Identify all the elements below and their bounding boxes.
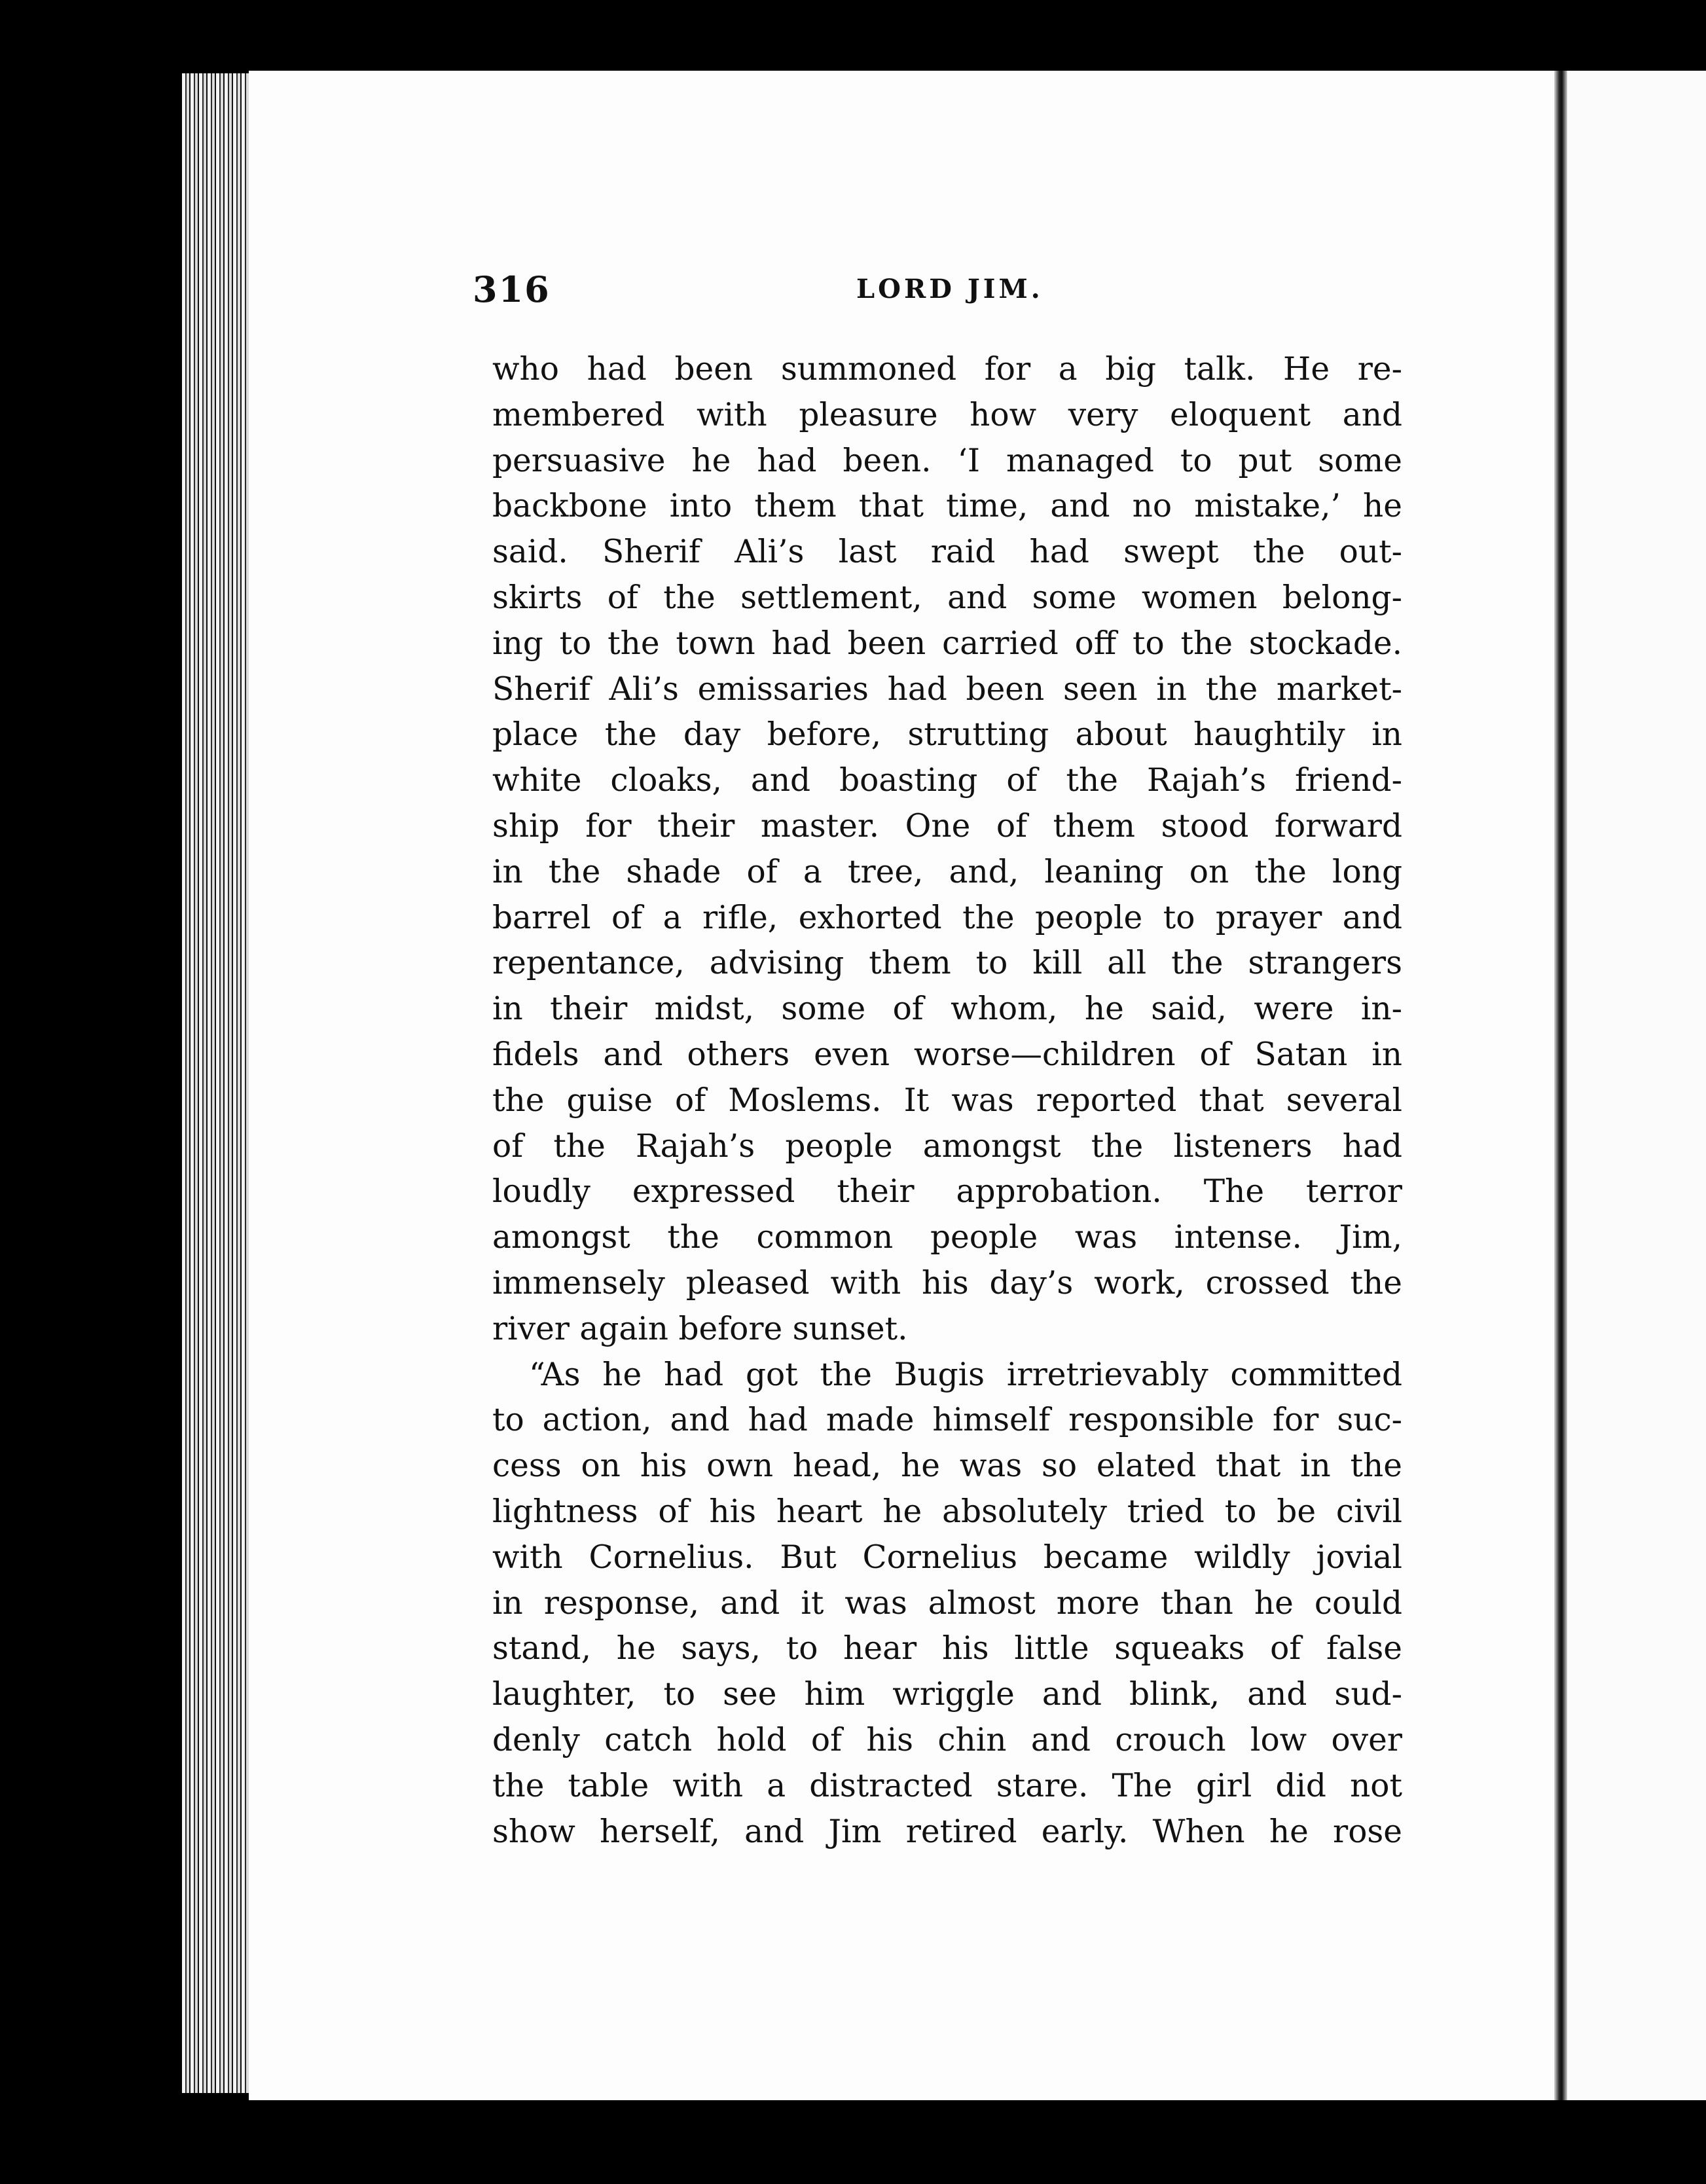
text-line: loudly expressed their approbation. The terror: [492, 1173, 1402, 1210]
running-head: LORD JIM.: [856, 274, 1044, 304]
text-line: immensely pleased with his day’s work, crossed the: [492, 1264, 1402, 1301]
text-line: ship for their master. One of them stood forward: [492, 807, 1402, 845]
gutter: [1554, 71, 1567, 2100]
text-line: of the Rajah’s people amongst the listeners had: [492, 1127, 1402, 1165]
text-line: “As he had got the Bugis irretrievably committed: [529, 1356, 1402, 1393]
text-line: river again before sunset.: [492, 1310, 908, 1347]
text-line: in their midst, some of whom, he said, were in-: [492, 991, 1402, 1028]
text-line: backbone into them that time, and no mistake,’ he: [492, 488, 1402, 525]
text-line: denly catch hold of his chin and crouch low over: [492, 1721, 1402, 1758]
text-line: who had been summoned for a big talk. He re-: [492, 351, 1402, 388]
text-line: show herself, and Jim retired early. When he rose: [492, 1813, 1402, 1850]
text-line: white cloaks, and boasting of the Rajah’s friend-: [492, 762, 1402, 799]
text-line: membered with pleasure how very eloquent and: [492, 396, 1402, 433]
text-line: in response, and it was almost more than he could: [492, 1584, 1402, 1622]
text-line: lightness of his heart he absolutely tried to be civil: [492, 1493, 1402, 1530]
text-line: said. Sherif Ali’s last raid had swept the out-: [492, 534, 1402, 571]
text-line: cess on his own head, he was so elated that in the: [492, 1447, 1402, 1485]
text-line: with Cornelius. But Cornelius became wildly jovial: [492, 1538, 1402, 1576]
text-line: persuasive he had been. ‘I managed to put some: [492, 442, 1402, 479]
facing-page-edge: [1567, 71, 1706, 2100]
text-line: repentance, advising them to kill all the strangers: [492, 945, 1402, 982]
text-line: amongst the common people was intense. Jim,: [492, 1219, 1402, 1256]
page-number: 316: [473, 268, 551, 310]
text-line: barrel of a rifle, exhorted the people to prayer and: [492, 899, 1402, 936]
text-line: Sherif Ali’s emissaries had been seen in the market-: [492, 670, 1402, 708]
text-line: stand, he says, to hear his little squeaks of false: [492, 1630, 1402, 1667]
text-line: to action, and had made himself responsible for suc-: [492, 1402, 1402, 1439]
text-line: fidels and others even worse—children of Satan in: [492, 1036, 1402, 1073]
text-line: the table with a distracted stare. The girl did not: [492, 1767, 1402, 1804]
text-line: in the shade of a tree, and, leaning on the long: [492, 853, 1402, 890]
page-header: [473, 268, 1409, 314]
text-line: laughter, to see him wriggle and blink, and sud-: [492, 1676, 1402, 1713]
text-line: skirts of the settlement, and some women belong-: [492, 579, 1402, 616]
page-edges: [182, 73, 254, 2093]
body-text: [492, 347, 1402, 1855]
text-line: the guise of Moslems. It was reported that several: [492, 1082, 1402, 1119]
text-line: ing to the town had been carried off to the stockade.: [492, 625, 1402, 662]
text-line: place the day before, strutting about haughtily in: [492, 716, 1402, 754]
